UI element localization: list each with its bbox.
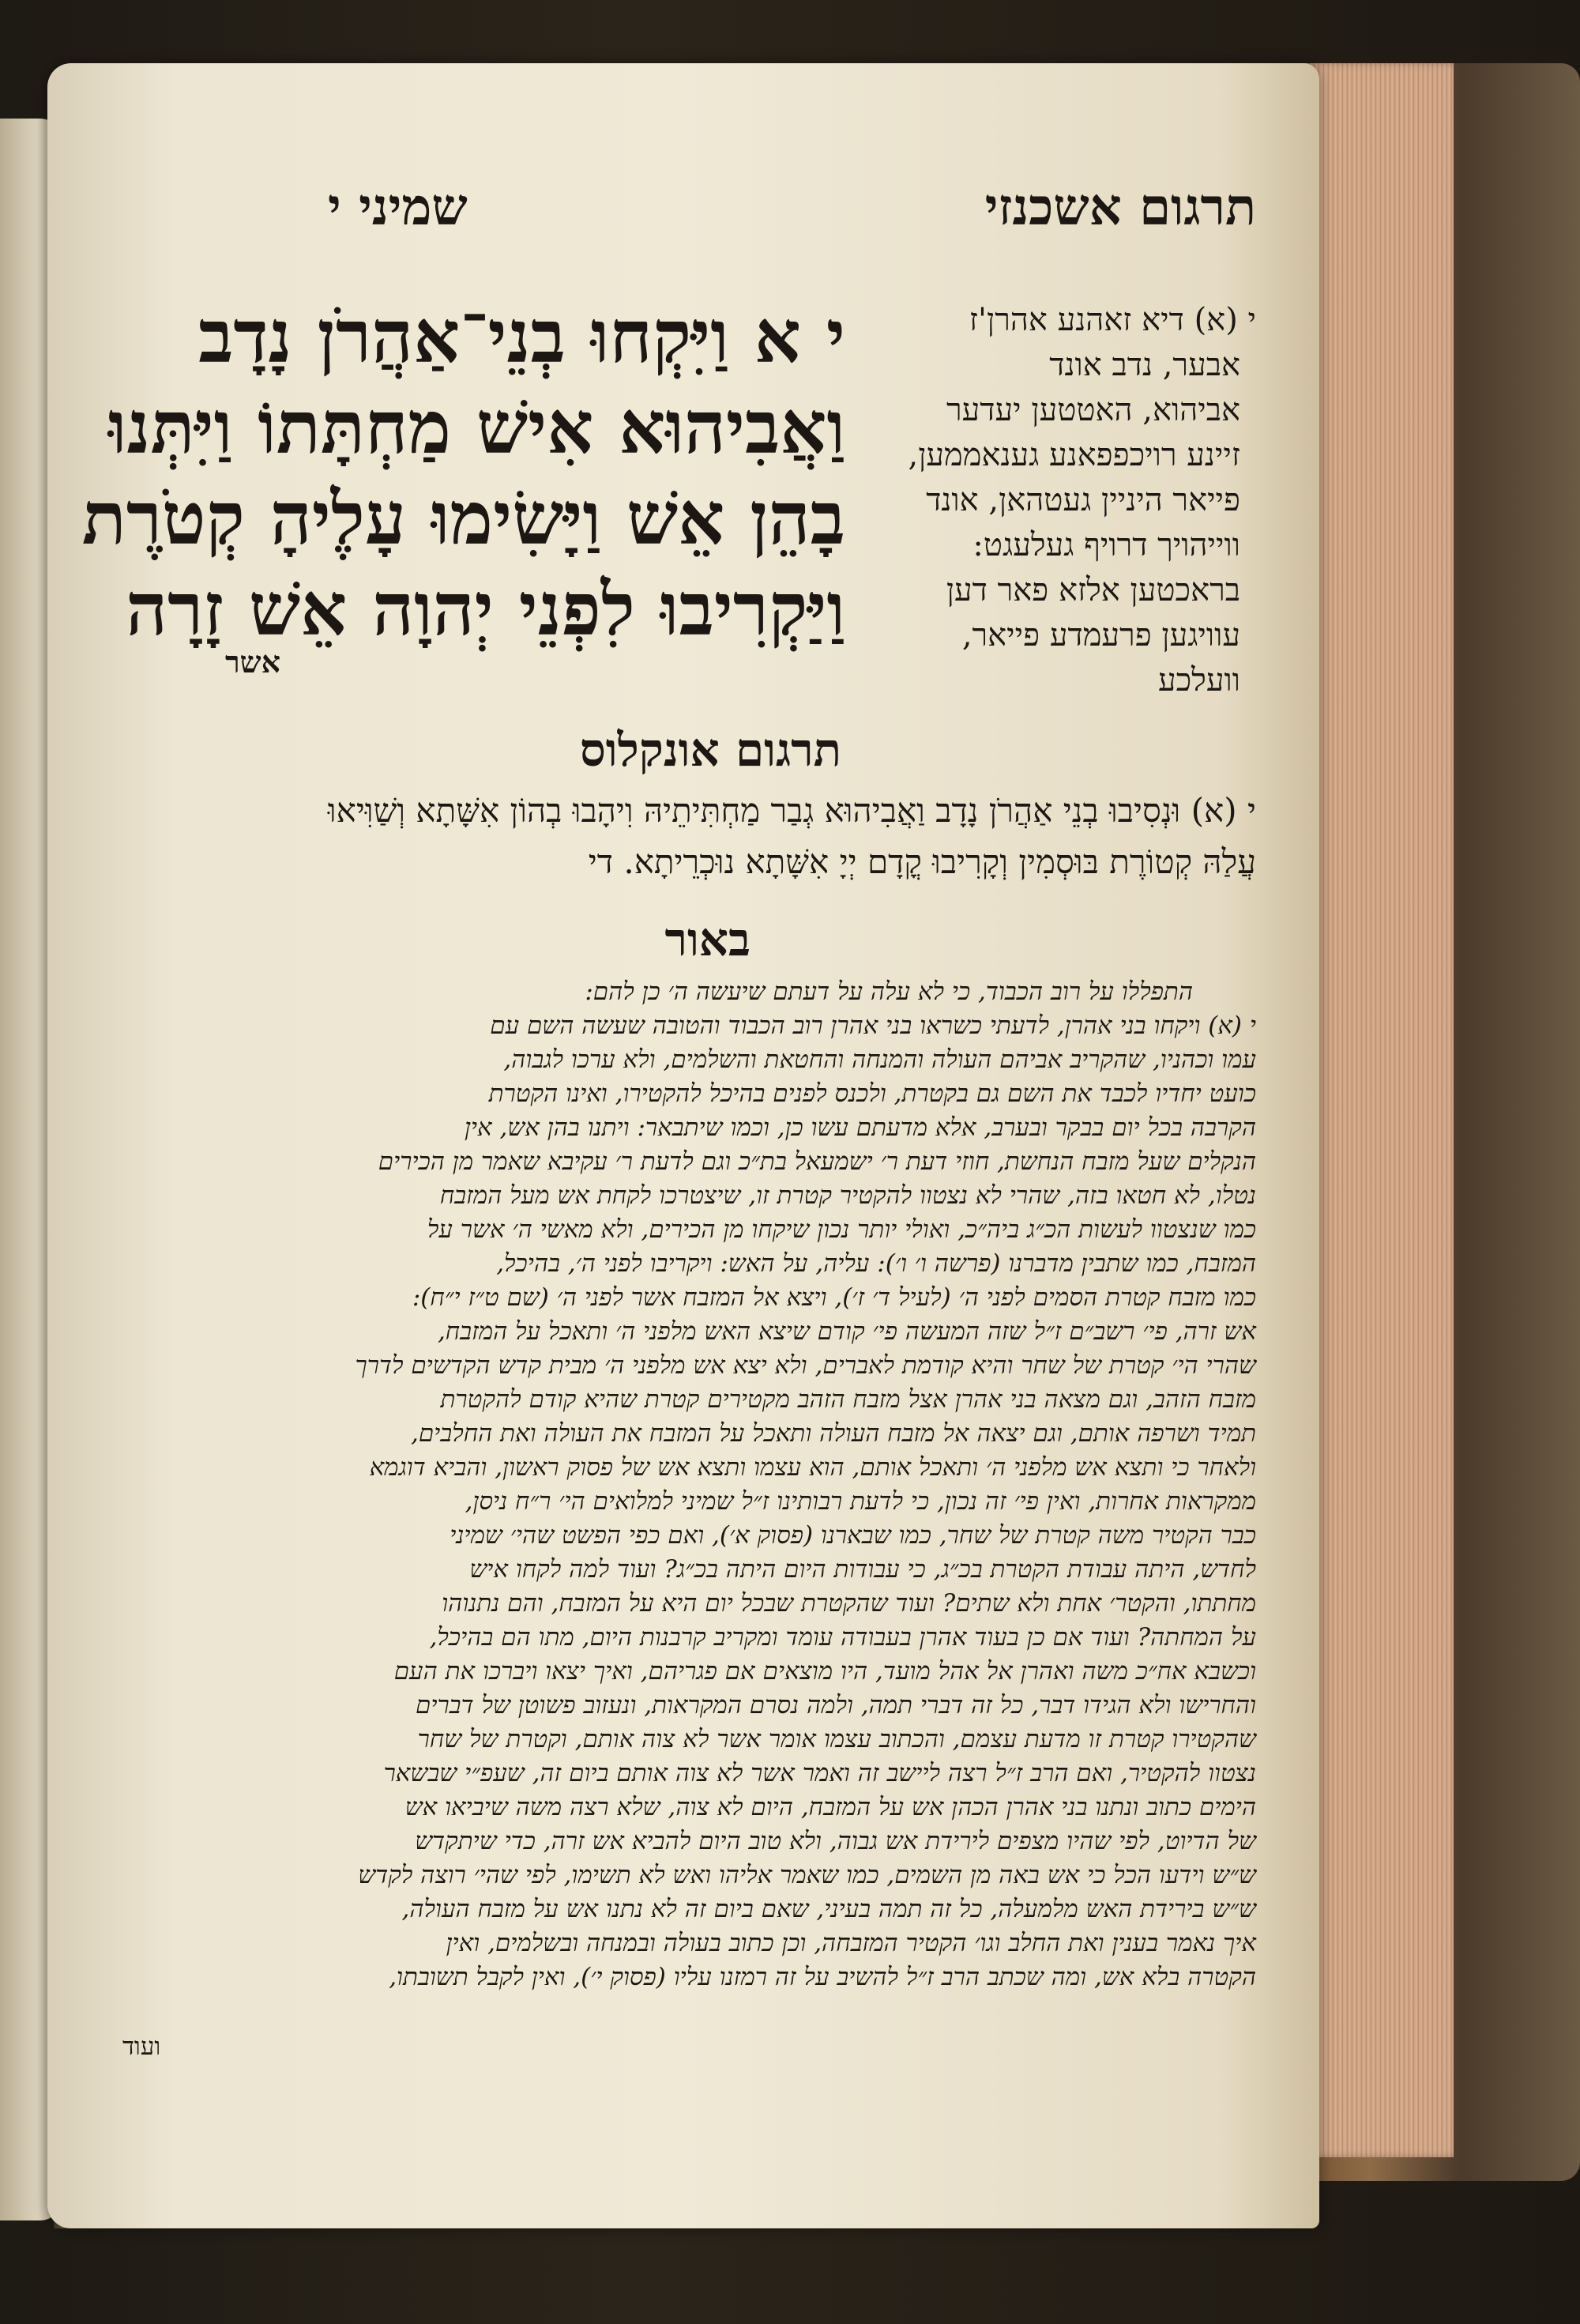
biur-line: כבר הקטיר משה קטרת של שחר, כמו שבארנו (פסוק א׳), ואם כפי הפשט שהי׳ שמיני: [450, 1521, 1256, 1550]
biur-title: באור: [664, 913, 750, 966]
biur-line: הקרבה בכל יום בבקר ובערב, אלא מדעתם עשו כן, וכמו שיתבאר: ויתנו בהן אש, אין: [465, 1113, 1256, 1142]
biur-line: של הדיוט, לפי שהיו מצפים לירידת אש גבוה, ולא טוב היום להביא אש זרה, כדי שיתקדש: [415, 1827, 1256, 1855]
biur-line: וכשבא אח״כ משה ואהרן אל אהל מועד, היו מוצאים אם פגריהם, ואיך יצאו ויברכו את העם: [393, 1657, 1256, 1686]
running-head-left: שמיני י: [328, 178, 468, 237]
verse-catchword: אשר: [225, 644, 280, 680]
onkelos-line-2: עֲלַהּ קְטוֹרֶת בּוּסְמִין וְקָרִיבוּ קֳדָם יְיָ אִשָּׁתָא נוּכְרֵיתָא. די: [588, 842, 1256, 881]
translation-line-2: אבער, נדב אונד: [1049, 347, 1240, 383]
biur-line: נצטוו להקטיר, ואם הרב ז״ל רצה ליישב זה ואמר אשר לא צוה אותם ביום זה, שעפ״י שבשאר: [383, 1759, 1256, 1787]
verse-line-2: וַאֲבִיהוּא אִישׁ מַחְתָּתוֹ וַיִּתְּנוּ: [108, 385, 845, 470]
translation-line-5: פייאר היניין געטהאן, אונד: [926, 482, 1240, 518]
biur-line: עמו וכהניו, שהקריב אביהם העולה והמנחה והחטאת והשלמים, ולא ערכו לגבוה,: [503, 1045, 1256, 1074]
biur-line: הקטרה בלא אש, ומה שכתב הרב ז״ל להשיב על זה רמזנו עליו (פסוק י׳), ואין לקבל תשובתו,: [389, 1963, 1256, 1991]
verse-line-1: י א וַיִּקְחוּ בְנֵי־אַהֲרֹן נָדָב: [198, 294, 845, 379]
verse-line-4: וַיַּקְרִיבוּ לִפְנֵי יְהוָה אֵשׁ זָרָה: [126, 567, 845, 652]
onkelos-title: תרגום אונקלוס: [579, 723, 841, 777]
biur-line: נטלו, לא חטאו בזה, שהרי לא נצטוו להקטיר קטרת זו, שיצטרכו לקחת אש מעל המזבח: [439, 1181, 1256, 1210]
biur-line: התפללו על רוב הכבוד, כי לא עלה על דעתם שיעשה ה׳ כן להם:: [585, 977, 1193, 1006]
biur-line: ש״ש בירידת האש מלמעלה, כל זה תמה בעיני, שאם ביום זה לא נתנו אש על מזבח העולה,: [401, 1895, 1256, 1923]
running-head-right: תרגום אשכנזי: [984, 178, 1256, 237]
biur-line: שהרי הי׳ קטרת של שחר והיא קודמת לאברים, ולא יצא אש מלפני ה׳ מבית קדש הקדשים לדרך: [355, 1351, 1256, 1380]
biur-line: תמיד ושרפה אותם, וגם יצאה אל מזבח העולה ותאכל על המזבח את העולה ואת החלבים,: [410, 1419, 1256, 1448]
biur-line: והחרישו ולא הגידו דבר, כל זה דברי תמה, ולמה נסרם המקראות, ונעזוב פשוטן של דברים: [415, 1691, 1256, 1719]
biur-line: ש״ש וידעו הכל כי אש באה מן השמים, כמו שאמר אליהו ואש לא תשימו, לפי שהי׳ רוצה לקדש: [358, 1861, 1256, 1889]
biur-line: לחדש, היתה עבודת הקטרת בכ״ג, כי עבודות היום היתה בכ״ג? ועוד למה לקחו איש: [469, 1555, 1256, 1584]
biur-line: אש זרה, פי׳ רשב״ם ז״ל שזה המעשה פי׳ קודם שיצא האש מלפני ה׳ ותאכל על המזבח,: [437, 1317, 1256, 1346]
onkelos-line-1: י (א) וּנְסִיבוּ בְנֵי אַהֲרֹן נָדָב וַאֲבִיהוּא גְבַר מַחְתִּיתֵיהּ וִיהָבוּ בְהוֹן אִשָּׁתָא וְשַׁוִּיאוּ: [327, 791, 1256, 830]
biur-catchword: ועוד: [122, 2032, 161, 2061]
biur-line: שהקטירו קטרת זו מדעת עצמם, והכתוב עצמו אומר אשר לא צוה אותם, וקטרת של שחר: [417, 1725, 1256, 1753]
biur-line: הימים כתוב ונתנו בני אהרן הכהן אש על המזבח, היום לא צוה, שלא רצה משה שיביאו אש: [404, 1793, 1256, 1821]
biur-line: המזבח, כמו שתבין מדברנו (פרשה ו׳ ו׳): עליה, על האש: ויקריבו לפני ה׳, בהיכל,: [496, 1249, 1256, 1278]
translation-line-6: ווייהויך דרויף געלעגט:: [972, 527, 1240, 563]
biur-line: כמו שנצטוו לעשות הכ״ג ביה״כ, ואולי יותר נכון שיקחו מן הכירים, ולא מאשי ה׳ אשר על: [427, 1215, 1256, 1244]
translation-line-7: בראכטען אלזא פאר דען: [946, 572, 1240, 608]
translation-line-8: עוויגען פרעמדע פייאר,: [961, 617, 1240, 654]
biur-line: על המחתה? ועוד אם כן בעוד אהרן בעבודה עומד ומקריב קרבנות היום, מתו הם בהיכל,: [429, 1623, 1256, 1652]
translation-line-1: י (א) דיא זאהנע אהרן'ז: [969, 302, 1256, 338]
verse-line-3: בָהֵן אֵשׁ וַיָּשִׂימוּ עָלֶיהָ קְטֹרֶת: [81, 476, 845, 561]
biur-line: כמו מזבח קטרת הסמים לפני ה׳ (לעיל ד׳ ז׳), ויצא אל המזבח אשר לפני ה׳ (שם ט״ז י״ח):: [412, 1283, 1256, 1312]
translation-line-3: אביהוא, האטטען יעדער: [946, 392, 1240, 428]
biur-line: הנקלים שעל מזבח הנחשת, חוזי דעת ר׳ ישמעאל בת״כ וגם לדעת ר׳ עקיבא שאמר מן הכירים: [378, 1147, 1256, 1176]
biur-line: ולאחר כי ותצא אש מלפני ה׳ ותאכל אותם, הוא עצמו ותצא אש של פסוק ראשון, והביא דוגמא: [369, 1453, 1256, 1482]
biur-line: כועט יחדיו לכבד את השם גם בקטרת, ולכנס לפנים בהיכל להקטירו, ואינו הקטרת: [488, 1079, 1256, 1108]
biur-line: י (א) ויקחו בני אהרן, לדעתי כשראו בני אהרן רוב הכבוד והטובה שעשה השם עם: [490, 1011, 1256, 1040]
biur-line: איך נאמר בענין ואת החלב וגו׳ הקטיר המזבחה, וכן כתוב בעולה ובמנחה ובשלמים, ואין: [446, 1929, 1256, 1957]
translation-line-4: זיינע רויכפפאנע גענאממען,: [908, 437, 1240, 473]
translation-line-9: וועלכע: [1157, 662, 1240, 699]
book-page: [47, 63, 1319, 2228]
biur-line: מזבח הזהב, וגם מצאה בני אהרן אצל מזבח הזהב מקטירים קטרת שהיא קודם להקטרת: [440, 1385, 1256, 1414]
biur-line: ממקראות אחרות, ואין פי׳ זה נכון, כי לדעת רבותינו ז״ל שמיני למלואים הי׳ ר״ח ניסן,: [465, 1487, 1256, 1516]
biur-line: מחתתו, והקטר׳ אחת ולא שתים? ועוד שהקטרת שבכל יום היא על המזבח, והם נתנוהו: [442, 1589, 1256, 1618]
